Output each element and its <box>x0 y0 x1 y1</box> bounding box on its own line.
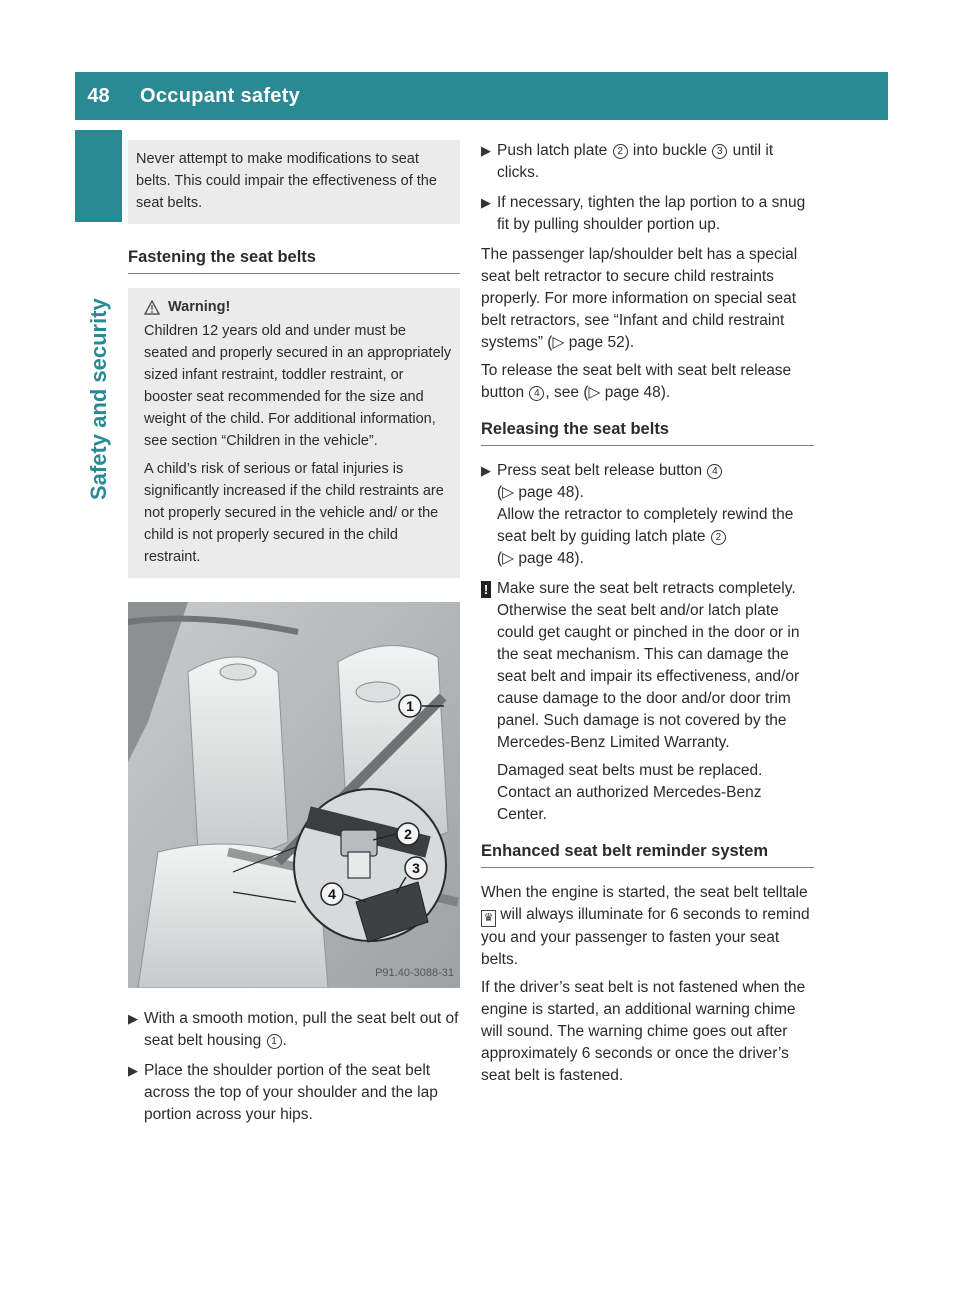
paragraph-text: , see (▷ page 48). <box>545 384 671 401</box>
warning-triangle-icon <box>144 300 160 315</box>
warning-paragraph-1: Children 12 years old and under must be seated and properly secured in an appropriately sized infant restraint, toddler restraint, or booster seat recommended for the size and weight of the child. For additional information, see section “Children in the vehicle”. <box>144 323 452 449</box>
note-paragraph-1: Make sure the seat belt retracts completely. Otherwise the seat belt and/or latch plate could get caught or pinched in the door or in the seat mechanism. This can damage the seat belt and impair its effectiveness, and/or cause damage to the door and/or door trim panel. Such damage is not covered by the Mercedes-Benz Limited Warranty. <box>497 580 800 751</box>
notice-box <box>128 140 460 224</box>
step-text: If necessary, tighten the lap portion to a snug fit by pulling shoulder portion up. <box>497 194 806 233</box>
chapter-title: Occupant safety <box>140 85 301 107</box>
step-text: into buckle <box>628 142 712 159</box>
paragraph-telltale <box>481 882 814 971</box>
section-title-releasing: Releasing the seat belts <box>481 418 814 446</box>
step-text-end: . <box>282 1032 287 1049</box>
arrow-bullet-icon: ▶ <box>128 1063 138 1078</box>
callout-ref-3: 3 <box>712 144 727 159</box>
side-title: Safety and security <box>86 298 111 500</box>
paragraph-retractor: The passenger lap/shoulder belt has a special seat belt retractor to secure child restraints properly. For more information on special seat belt retractors, see “Infant and child restraint systems” (▷ page 52). <box>481 246 798 351</box>
step-tighten <box>481 192 814 236</box>
page-ref: (▷ page 48). <box>497 550 584 567</box>
step-push-latch <box>481 140 814 184</box>
arrow-bullet-icon: ▶ <box>481 463 491 478</box>
step-text: Place the shoulder portion of the seat belt across the top of your shoulder and the lap portion across your hips. <box>144 1062 438 1123</box>
page-ref: (▷ page 48). <box>497 484 584 501</box>
callout-ref-2: 2 <box>613 144 628 159</box>
note-paragraph-2: Damaged seat belts must be replaced. Contact an authorized Mercedes-Benz Center. <box>497 762 763 823</box>
exclamation-note-icon: ! <box>481 581 491 598</box>
step-text: With a smooth motion, pull the seat belt out of seat belt housing <box>144 1010 459 1049</box>
arrow-bullet-icon: ▶ <box>481 195 491 210</box>
page-number: 48 <box>87 85 110 107</box>
section-title-reminder: Enhanced seat belt reminder system <box>481 840 814 868</box>
seat-belt-figure <box>128 602 460 988</box>
warning-title: Warning! <box>168 299 231 315</box>
figure-code: P91.40-3088-31 <box>375 967 454 979</box>
notice-text: Never attempt to make modifications to seat belts. This could impair the effectiveness of the seat belts. <box>136 151 437 211</box>
figure-callout-4: 4 <box>328 886 336 902</box>
figure-callout-3: 3 <box>412 860 420 876</box>
callout-ref-2: 2 <box>711 530 726 545</box>
paragraph-chime: If the driver’s seat belt is not fastened when the engine is started, an additional warning chime will sound. The warning chime goes out after approximately 6 seconds or once the driver’s seat belt is fastened. <box>481 979 806 1084</box>
right-column <box>481 140 814 1093</box>
callout-ref-4: 4 <box>707 464 722 479</box>
side-tab <box>75 130 122 222</box>
paragraph-text: will always illuminate for 6 seconds to remind you and your passenger to fasten your seat belts. <box>481 906 810 968</box>
arrow-bullet-icon: ▶ <box>128 1011 138 1026</box>
paragraph-text: When the engine is started, the seat belt telltale <box>481 884 808 901</box>
step-text: Push latch plate <box>497 142 612 159</box>
step-place-shoulder <box>128 1060 460 1126</box>
arrow-bullet-icon: ▶ <box>481 143 491 158</box>
step-text: until it clicks. <box>497 142 774 181</box>
warning-heading <box>144 296 452 318</box>
warning-box <box>128 288 460 578</box>
note-retract <box>481 578 814 826</box>
seat-belt-telltale-icon: ♛ <box>481 910 496 927</box>
step-text: Press seat belt release button <box>497 462 707 479</box>
figure-callout-1: 1 <box>406 698 414 714</box>
section-title-fastening: Fastening the seat belts <box>128 246 460 274</box>
figure-callout-2: 2 <box>404 826 412 842</box>
paragraph-release <box>481 360 814 404</box>
step-press-release <box>481 460 814 570</box>
callout-ref-1: 1 <box>267 1034 282 1049</box>
callout-ref-4: 4 <box>529 386 544 401</box>
paragraph-text: To release the seat belt with seat belt release button <box>481 362 792 401</box>
warning-paragraph-2: A child’s risk of serious or fatal injuries is significantly increased if the child restraints are not properly secured in the vehicle and/ or the child is not properly secured in the child restraint. <box>144 461 444 565</box>
left-column <box>128 140 460 1134</box>
step-text: Allow the retractor to completely rewind the seat belt by guiding latch plate <box>497 506 794 545</box>
step-pull-belt <box>128 1008 460 1052</box>
seat-belt-illustration <box>128 602 460 988</box>
